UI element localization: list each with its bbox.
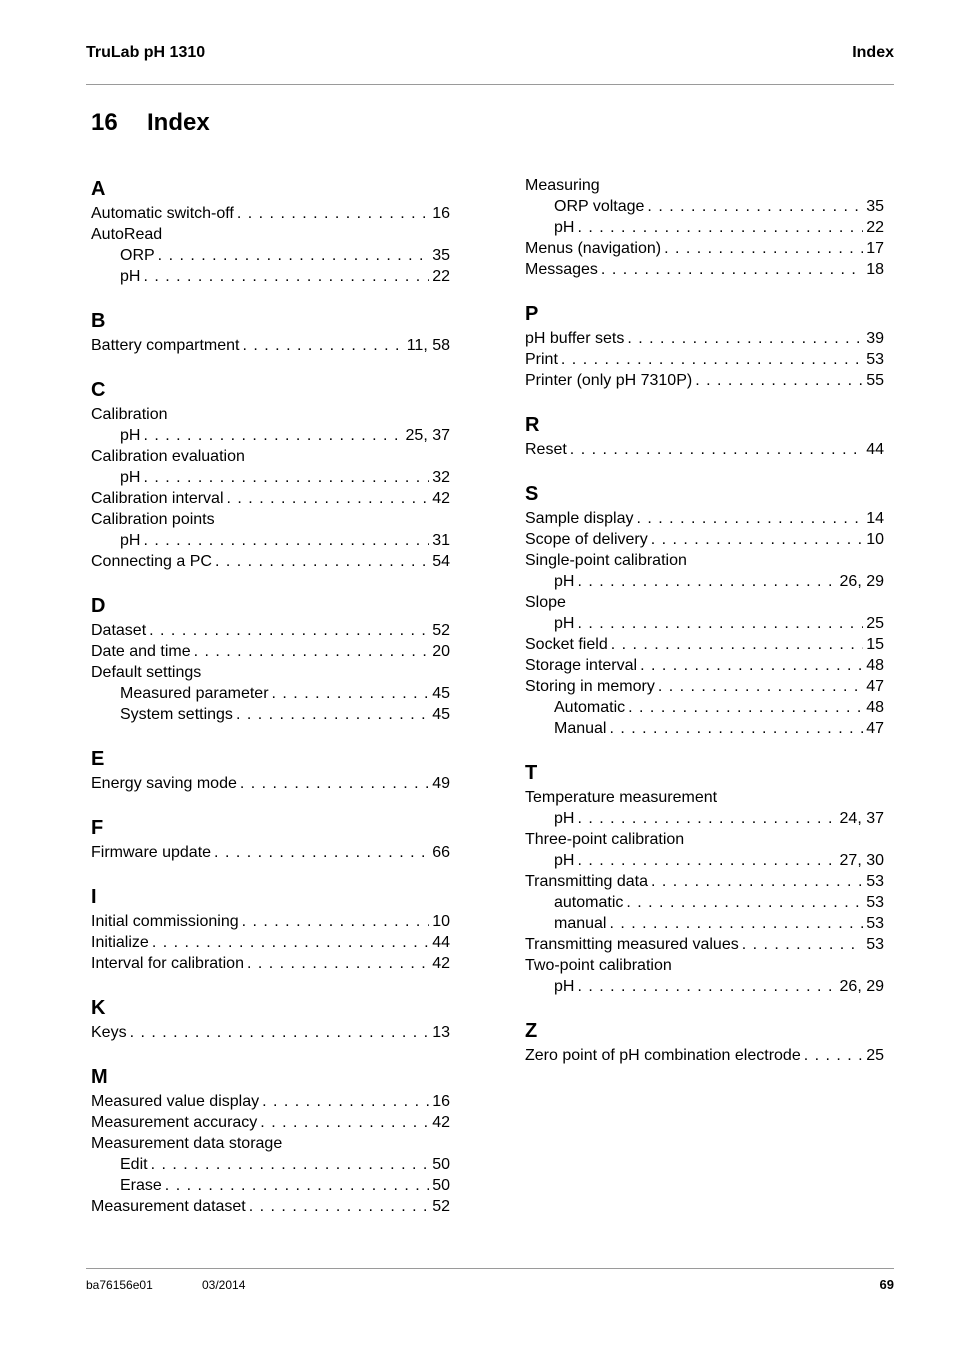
index-entry xyxy=(525,328,884,349)
index-subentry xyxy=(525,976,884,997)
entry-page-ref[interactable]: 18 xyxy=(866,261,884,278)
footer-divider xyxy=(86,1268,894,1269)
entry-page-ref[interactable]: 22 xyxy=(432,268,450,285)
index-entry xyxy=(525,439,884,460)
index-letter-heading: I xyxy=(91,886,97,908)
index-entry xyxy=(525,871,884,892)
entry-page-ref[interactable]: 13 xyxy=(432,1024,450,1041)
index-subentry xyxy=(91,467,450,488)
index-entry xyxy=(525,655,884,676)
dot-leader xyxy=(143,467,429,488)
entry-label: Measured value display xyxy=(91,1093,260,1110)
index-subentry xyxy=(525,217,884,238)
entry-label: Storage interval xyxy=(525,657,638,674)
dot-leader xyxy=(626,892,863,913)
index-subentry xyxy=(525,613,884,634)
entry-label: Erase xyxy=(120,1177,162,1194)
index-subentry xyxy=(91,1154,450,1175)
index-entry xyxy=(91,911,450,932)
index-entry xyxy=(91,932,450,953)
dot-leader xyxy=(628,697,863,718)
dot-leader xyxy=(214,842,429,863)
index-subentry xyxy=(91,530,450,551)
index-entry xyxy=(525,370,884,391)
index-letter-heading: T xyxy=(525,762,538,784)
dot-leader xyxy=(130,1022,430,1043)
index-section xyxy=(91,592,450,725)
dot-leader xyxy=(143,266,429,287)
index-entry xyxy=(525,508,884,529)
entry-label: Measurement accuracy xyxy=(91,1114,258,1131)
entry-label: Default settings xyxy=(91,664,202,681)
entry-page-ref[interactable]: 14 xyxy=(866,510,884,527)
dot-leader xyxy=(651,871,863,892)
entry-label: Connecting a PC xyxy=(91,553,212,570)
dot-leader xyxy=(577,976,836,997)
entry-label: Battery compartment xyxy=(91,337,240,354)
entry-page-ref[interactable]: 52 xyxy=(432,1198,450,1215)
entry-page-ref[interactable]: 35 xyxy=(866,198,884,215)
index-subentry xyxy=(525,697,884,718)
dot-leader xyxy=(194,641,430,662)
index-section xyxy=(91,175,450,287)
entry-label: Two-point calibration xyxy=(525,957,672,974)
dot-leader xyxy=(570,439,863,460)
index-letter-heading: K xyxy=(91,997,106,1019)
index-letter-heading: C xyxy=(91,379,106,401)
entry-page-ref[interactable]: 17 xyxy=(866,240,884,257)
index-letter-heading: M xyxy=(91,1066,108,1088)
entry-label: Dataset xyxy=(91,622,147,639)
entry-page-ref[interactable]: 25 xyxy=(866,615,884,632)
entry-label: pH xyxy=(554,852,575,869)
entry-page-ref[interactable]: 53 xyxy=(866,873,884,890)
index-entry xyxy=(525,1045,884,1066)
page-title xyxy=(91,109,210,137)
entry-page-ref[interactable]: 25 xyxy=(866,1047,884,1064)
entry-label: Automatic xyxy=(554,699,626,716)
index-entry xyxy=(91,404,450,425)
index-entry xyxy=(525,955,884,976)
entry-page-ref[interactable]: 48 xyxy=(866,699,884,716)
entry-label: Zero point of pH combination electrode xyxy=(525,1047,801,1064)
entry-label: Date and time xyxy=(91,643,191,660)
index-entry xyxy=(91,446,450,467)
entry-page-ref[interactable]: 45 xyxy=(432,706,450,723)
entry-page-ref[interactable]: 11, 58 xyxy=(406,337,450,354)
index-entry xyxy=(525,238,884,259)
entry-label: Reset xyxy=(525,441,567,458)
index-subentry xyxy=(91,1175,450,1196)
index-section xyxy=(91,1063,450,1217)
header-divider xyxy=(86,84,894,85)
index-section xyxy=(525,480,884,739)
dot-leader xyxy=(577,571,836,592)
index-entry xyxy=(91,953,450,974)
entry-label: pH xyxy=(120,268,141,285)
entry-page-ref[interactable]: 52 xyxy=(432,622,450,639)
dot-leader xyxy=(151,1154,430,1175)
index-entry xyxy=(91,1112,450,1133)
entry-label: Sample display xyxy=(525,510,634,527)
dot-leader xyxy=(240,773,429,794)
entry-label: Measurement data storage xyxy=(91,1135,283,1152)
dot-leader xyxy=(215,551,429,572)
entry-label: pH buffer sets xyxy=(525,330,625,347)
entry-label: Initial commissioning xyxy=(91,913,239,930)
entry-page-ref[interactable]: 53 xyxy=(866,351,884,368)
entry-page-ref[interactable]: 55 xyxy=(866,372,884,389)
index-entry xyxy=(91,641,450,662)
dot-leader xyxy=(637,508,864,529)
index-column-left xyxy=(91,175,450,1237)
entry-label: Socket field xyxy=(525,636,608,653)
index-entry xyxy=(525,592,884,613)
index-section xyxy=(525,175,884,280)
dot-leader xyxy=(158,245,430,266)
index-section xyxy=(525,411,884,460)
entry-label: Messages xyxy=(525,261,598,278)
dot-leader xyxy=(640,655,863,676)
entry-page-ref[interactable]: 25, 37 xyxy=(405,427,450,444)
dot-leader xyxy=(804,1045,863,1066)
dot-leader xyxy=(651,529,863,550)
index-entry xyxy=(525,550,884,571)
index-subentry xyxy=(525,892,884,913)
entry-label: Calibration evaluation xyxy=(91,448,245,465)
running-header-title: TruLab pH 1310 xyxy=(86,44,206,61)
dot-leader xyxy=(577,850,836,871)
entry-label: pH xyxy=(554,573,575,590)
dot-leader xyxy=(561,349,863,370)
entry-page-ref[interactable]: 49 xyxy=(432,775,450,792)
dot-leader xyxy=(227,488,430,509)
entry-page-ref[interactable]: 44 xyxy=(866,441,884,458)
index-entry xyxy=(91,335,450,356)
index-entry xyxy=(525,259,884,280)
entry-label: Measuring xyxy=(525,177,600,194)
entry-label: Calibration points xyxy=(91,511,215,528)
entry-label: Firmware update xyxy=(91,844,212,861)
entry-label: Scope of delivery xyxy=(525,531,648,548)
dot-leader xyxy=(262,1091,429,1112)
entry-label: automatic xyxy=(554,894,624,911)
entry-page-ref[interactable]: 42 xyxy=(432,955,450,972)
entry-page-ref[interactable]: 44 xyxy=(432,934,450,951)
index-letter-heading: P xyxy=(525,303,539,325)
dot-leader xyxy=(609,913,863,934)
dot-leader xyxy=(627,328,863,349)
entry-label: pH xyxy=(554,615,575,632)
entry-label: Initialize xyxy=(91,934,149,951)
entry-page-ref[interactable]: 50 xyxy=(432,1156,450,1173)
entry-label: Interval for calibration xyxy=(91,955,244,972)
entry-label: pH xyxy=(120,427,141,444)
index-entry xyxy=(525,175,884,196)
index-letter-heading: R xyxy=(525,414,540,436)
entry-page-ref[interactable]: 53 xyxy=(866,894,884,911)
entry-label: Automatic switch-off xyxy=(91,205,234,222)
index-letter-heading: S xyxy=(525,483,539,505)
index-entry xyxy=(91,509,450,530)
entry-page-ref[interactable]: 50 xyxy=(432,1177,450,1194)
index-subentry xyxy=(525,808,884,829)
dot-leader xyxy=(742,934,863,955)
index-letter-heading: B xyxy=(91,310,106,332)
chapter-title: Index xyxy=(147,109,210,136)
entry-label: pH xyxy=(554,810,575,827)
entry-label: Keys xyxy=(91,1024,127,1041)
entry-label: Menus (navigation) xyxy=(525,240,662,257)
entry-page-ref[interactable]: 10 xyxy=(866,531,884,548)
dot-leader xyxy=(695,370,863,391)
dot-leader xyxy=(152,932,429,953)
page-number: 69 xyxy=(879,1277,894,1292)
footer-document-id: ba76156e01 xyxy=(86,1278,153,1292)
index-letter-heading: D xyxy=(91,595,106,617)
index-subentry xyxy=(525,913,884,934)
index-subentry xyxy=(525,571,884,592)
entry-label: Storing in memory xyxy=(525,678,655,695)
index-entry xyxy=(91,620,450,641)
entry-page-ref[interactable]: 26, 29 xyxy=(839,573,884,590)
entry-page-ref[interactable]: 53 xyxy=(866,936,884,953)
index-entry xyxy=(91,224,450,245)
index-section xyxy=(525,300,884,391)
running-header-section: Index xyxy=(852,44,894,61)
dot-leader xyxy=(165,1175,429,1196)
index-subentry xyxy=(91,425,450,446)
index-section xyxy=(91,745,450,794)
entry-page-ref[interactable]: 24, 37 xyxy=(839,810,884,827)
index-subentry xyxy=(91,245,450,266)
index-subentry xyxy=(91,683,450,704)
index-entry xyxy=(91,203,450,224)
index-entry xyxy=(91,488,450,509)
index-letter-heading: E xyxy=(91,748,105,770)
entry-page-ref[interactable]: 10 xyxy=(432,913,450,930)
index-letter-heading: Z xyxy=(525,1020,538,1042)
entry-label: Three-point calibration xyxy=(525,831,685,848)
index-entry xyxy=(91,551,450,572)
entry-label: Measured parameter xyxy=(120,685,269,702)
entry-label: System settings xyxy=(120,706,233,723)
dot-leader xyxy=(577,217,863,238)
dot-leader xyxy=(664,238,863,259)
index-subentry xyxy=(91,704,450,725)
dot-leader xyxy=(143,425,402,446)
index-subentry xyxy=(525,850,884,871)
dot-leader xyxy=(149,620,429,641)
index-subentry xyxy=(525,196,884,217)
entry-page-ref[interactable]: 16 xyxy=(432,1093,450,1110)
entry-label: ORP xyxy=(120,247,155,264)
entry-page-ref[interactable]: 20 xyxy=(432,643,450,660)
dot-leader xyxy=(601,259,863,280)
entry-page-ref[interactable]: 32 xyxy=(432,469,450,486)
dot-leader xyxy=(243,335,404,356)
entry-page-ref[interactable]: 54 xyxy=(432,553,450,570)
index-entry xyxy=(525,676,884,697)
entry-page-ref[interactable]: 53 xyxy=(866,915,884,932)
index-entry xyxy=(525,787,884,808)
index-entry xyxy=(91,773,450,794)
index-entry xyxy=(91,1196,450,1217)
entry-page-ref[interactable]: 47 xyxy=(866,678,884,695)
dot-leader xyxy=(577,808,836,829)
entry-page-ref[interactable]: 26, 29 xyxy=(839,978,884,995)
entry-label: Single-point calibration xyxy=(525,552,687,569)
entry-label: Calibration interval xyxy=(91,490,224,507)
dot-leader xyxy=(247,953,429,974)
entry-page-ref[interactable]: 16 xyxy=(432,205,450,222)
index-section xyxy=(91,376,450,572)
index-letter-heading: A xyxy=(91,178,106,200)
entry-page-ref[interactable]: 66 xyxy=(432,844,450,861)
index-subentry xyxy=(525,718,884,739)
dot-leader xyxy=(242,911,430,932)
index-subentry xyxy=(91,266,450,287)
entry-label: Printer (only pH 7310P) xyxy=(525,372,693,389)
index-section xyxy=(91,883,450,974)
dot-leader xyxy=(236,704,429,725)
index-section xyxy=(91,814,450,863)
entry-label: Slope xyxy=(525,594,566,611)
dot-leader xyxy=(249,1196,429,1217)
index-entry xyxy=(91,662,450,683)
dot-leader xyxy=(658,676,863,697)
chapter-number: 16 xyxy=(91,109,118,136)
index-section xyxy=(91,994,450,1043)
entry-label: Measurement dataset xyxy=(91,1198,246,1215)
entry-page-ref[interactable]: 31 xyxy=(432,532,450,549)
dot-leader xyxy=(260,1112,429,1133)
entry-label: Print xyxy=(525,351,558,368)
index-entry xyxy=(525,829,884,850)
entry-page-ref[interactable]: 15 xyxy=(866,636,884,653)
entry-label: AutoRead xyxy=(91,226,163,243)
entry-label: Manual xyxy=(554,720,607,737)
entry-page-ref[interactable]: 48 xyxy=(866,657,884,674)
index-entry xyxy=(525,349,884,370)
entry-label: Edit xyxy=(120,1156,148,1173)
dot-leader xyxy=(577,613,863,634)
entry-label: Transmitting measured values xyxy=(525,936,739,953)
entry-page-ref[interactable]: 47 xyxy=(866,720,884,737)
dot-leader xyxy=(647,196,863,217)
entry-page-ref[interactable]: 39 xyxy=(866,330,884,347)
entry-page-ref[interactable]: 42 xyxy=(432,490,450,507)
index-column-right xyxy=(525,175,884,1086)
dot-leader xyxy=(609,718,863,739)
index-entry xyxy=(91,1022,450,1043)
index-section xyxy=(525,759,884,997)
entry-label: pH xyxy=(120,469,141,486)
entry-page-ref[interactable]: 35 xyxy=(432,247,450,264)
footer-date: 03/2014 xyxy=(202,1278,246,1292)
dot-leader xyxy=(143,530,429,551)
index-letter-heading: F xyxy=(91,817,104,839)
entry-label: manual xyxy=(554,915,607,932)
dot-leader xyxy=(272,683,430,704)
dot-leader xyxy=(237,203,429,224)
index-entry xyxy=(91,1091,450,1112)
entry-page-ref[interactable]: 27, 30 xyxy=(839,852,884,869)
dot-leader xyxy=(611,634,863,655)
index-entry xyxy=(525,934,884,955)
entry-label: pH xyxy=(554,219,575,236)
entry-label: Temperature measurement xyxy=(525,789,718,806)
entry-page-ref[interactable]: 42 xyxy=(432,1114,450,1131)
index-section xyxy=(525,1017,884,1066)
index-entry xyxy=(91,1133,450,1154)
entry-label: Energy saving mode xyxy=(91,775,237,792)
entry-label: pH xyxy=(120,532,141,549)
index-entry xyxy=(525,529,884,550)
entry-page-ref[interactable]: 22 xyxy=(866,219,884,236)
index-entry xyxy=(525,634,884,655)
entry-label: ORP voltage xyxy=(554,198,645,215)
index-section xyxy=(91,307,450,356)
entry-page-ref[interactable]: 45 xyxy=(432,685,450,702)
entry-label: Calibration xyxy=(91,406,168,423)
index-entry xyxy=(91,842,450,863)
entry-label: pH xyxy=(554,978,575,995)
entry-label: Transmitting data xyxy=(525,873,649,890)
